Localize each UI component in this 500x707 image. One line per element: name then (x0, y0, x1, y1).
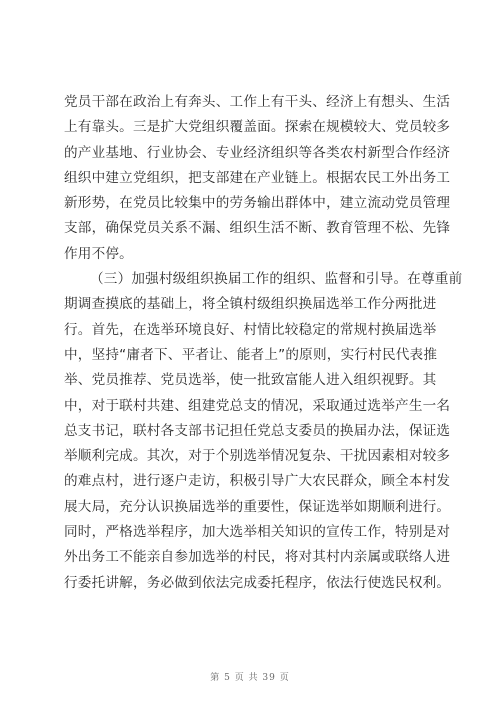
text-line: 举、党员推荐、党员选举，使一批致富能人进入组织视野。其 (64, 372, 437, 389)
text-line: 举顺利完成。其次，对于个别选举情况复杂、干扰因素相对较多 (64, 448, 451, 465)
text-line: （三）加强村级组织换届工作的组织、监督和引导。在尊重前 (90, 271, 463, 288)
text-line: 行委托讲解，务必做到依法完成委托程序，依法行使选民权利。 (64, 574, 451, 591)
text-line: 组织中建立党组织，把支部建在产业链上。根据农民工外出务工 (64, 169, 451, 186)
text-line: 期调查摸底的基础上，将全镇村级组织换届选举工作分两批进 (64, 296, 437, 313)
text-line: 行。首先，在选举环境良好、村情比较稳定的常规村换届选举 (64, 321, 437, 338)
text-line: 的产业基地、行业协会、专业经济组织等各类农村新型合作经济 (64, 144, 451, 161)
text-line: 支部，确保党员关系不漏、组织生活不断、教育管理不松、先锋 (64, 220, 451, 237)
text-line: 上有靠头。三是扩大党组织覆盖面。探索在规模较大、党员较多 (64, 119, 451, 136)
text-line: 中，对于联村共建、组建党总支的情况，采取通过选举产生一名 (64, 397, 451, 414)
text-line: 外出务工不能亲自参加选举的村民，将对其村内亲属或联络人进 (64, 549, 451, 566)
page-footer: 第 5 页 共 39 页 (210, 673, 290, 683)
text-line: 中，坚持“庸者下、平者让、能者上”的原则，实行村民代表推 (64, 346, 438, 363)
body-text (64, 90, 463, 596)
text-line: 作用不停。 (64, 245, 133, 262)
text-line: 总支书记，联村各支部书记担任党总支委员的换届办法，保证选 (64, 422, 451, 439)
text-line: 党员干部在政治上有奔头、工作上有干头、经济上有想头、生活 (64, 94, 451, 110)
text-line: 展大局，充分认识换届选举的重要性，保证选举如期顺利进行。 (64, 498, 451, 515)
text-line: 新形势，在党员比较集中的劳务输出群体中，建立流动党员管理 (64, 195, 451, 212)
text-line: 的难点村，进行逐户走访，积极引导广大农民群众，顾全本村发 (64, 473, 451, 490)
text-line: 同时，严格选举程序，加大选举相关知识的宣传工作，特别是对 (64, 524, 451, 541)
